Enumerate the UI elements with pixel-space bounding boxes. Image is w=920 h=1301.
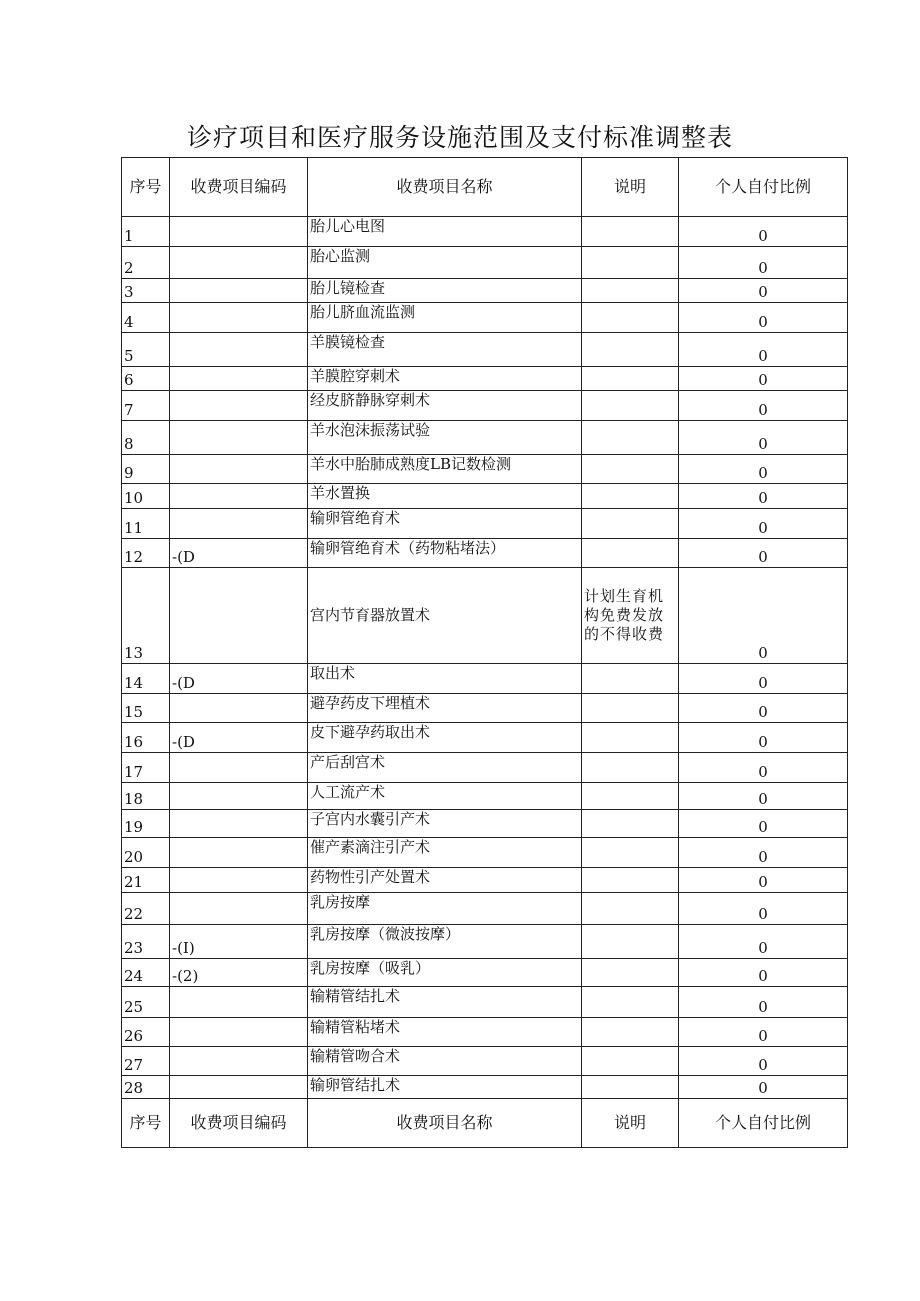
row-ratio: 0 (679, 987, 848, 1018)
row-code (170, 810, 308, 838)
row-code (170, 1018, 308, 1047)
row-ratio: 0 (679, 455, 848, 484)
row-note (582, 1076, 679, 1099)
row-note (582, 279, 679, 303)
row-code (170, 509, 308, 539)
row-note (582, 987, 679, 1018)
row-code (170, 987, 308, 1018)
table-header-row (122, 158, 848, 217)
table-row (122, 217, 848, 247)
table-footer-row (122, 1099, 848, 1148)
row-name: 产后刮宫术 (308, 753, 582, 783)
table-row (122, 959, 848, 987)
row-index: 4 (122, 303, 170, 333)
row-index: 27 (122, 1047, 170, 1076)
row-code (170, 303, 308, 333)
row-name: 经皮脐静脉穿刺术 (308, 391, 582, 421)
table-row (122, 568, 848, 664)
table-row (122, 303, 848, 333)
row-note (582, 1018, 679, 1047)
row-ratio: 0 (679, 1018, 848, 1047)
row-name: 输精管结扎术 (308, 987, 582, 1018)
table-row (122, 868, 848, 893)
header-name: 收费项目名称 (308, 158, 582, 217)
row-note (582, 509, 679, 539)
footer-note: 说明 (582, 1099, 679, 1148)
page-title: 诊疗项目和医疗服务设施范围及支付标准调整表 (186, 123, 733, 152)
row-ratio: 0 (679, 247, 848, 279)
table-row (122, 753, 848, 783)
row-index: 11 (122, 509, 170, 539)
row-ratio: 0 (679, 694, 848, 723)
row-note (582, 455, 679, 484)
row-note (582, 723, 679, 753)
row-note (582, 925, 679, 959)
row-code (170, 868, 308, 893)
row-code (170, 568, 308, 664)
row-code (170, 484, 308, 509)
row-code (170, 893, 308, 925)
table-row (122, 783, 848, 810)
row-ratio: 0 (679, 925, 848, 959)
row-name: 宫内节育器放置术 (308, 568, 582, 664)
row-note (582, 484, 679, 509)
row-code (170, 217, 308, 247)
row-note (582, 694, 679, 723)
row-ratio: 0 (679, 509, 848, 539)
row-ratio: 0 (679, 303, 848, 333)
row-ratio: 0 (679, 723, 848, 753)
row-name: 皮下避孕药取出术 (308, 723, 582, 753)
row-note (582, 247, 679, 279)
row-note (582, 959, 679, 987)
row-index: 2 (122, 247, 170, 279)
row-name: 人工流产术 (308, 783, 582, 810)
row-index: 9 (122, 455, 170, 484)
row-name: 输卵管绝育术 (308, 509, 582, 539)
row-note: 计划生育机构免费发放的不得收费 (582, 568, 679, 664)
table-row (122, 279, 848, 303)
table-row (122, 723, 848, 753)
table-row (122, 333, 848, 367)
row-index: 14 (122, 664, 170, 694)
row-code: -(D (170, 539, 308, 568)
row-ratio: 0 (679, 959, 848, 987)
row-ratio: 0 (679, 783, 848, 810)
row-note (582, 217, 679, 247)
row-code (170, 279, 308, 303)
row-index: 20 (122, 838, 170, 868)
row-name: 催产素滴注引产术 (308, 838, 582, 868)
row-index: 17 (122, 753, 170, 783)
table-row (122, 1018, 848, 1047)
row-ratio: 0 (679, 893, 848, 925)
row-name: 羊膜镜检查 (308, 333, 582, 367)
table-row (122, 664, 848, 694)
row-index: 5 (122, 333, 170, 367)
row-name: 羊水泡沫振荡试验 (308, 421, 582, 455)
row-index: 23 (122, 925, 170, 959)
row-code: -(D (170, 664, 308, 694)
row-index: 24 (122, 959, 170, 987)
row-note (582, 303, 679, 333)
row-code (170, 1076, 308, 1099)
row-name: 羊水置换 (308, 484, 582, 509)
footer-ratio: 个人自付比例 (679, 1099, 848, 1148)
row-index: 19 (122, 810, 170, 838)
row-name: 输精管粘堵术 (308, 1018, 582, 1047)
row-name: 羊水中胎肺成熟度LB记数检测 (308, 455, 582, 484)
row-note (582, 810, 679, 838)
row-ratio: 0 (679, 539, 848, 568)
row-code (170, 838, 308, 868)
row-note (582, 421, 679, 455)
table-row (122, 455, 848, 484)
row-code: -(I) (170, 925, 308, 959)
table-row (122, 247, 848, 279)
table-row (122, 987, 848, 1018)
row-note (582, 391, 679, 421)
row-ratio: 0 (679, 838, 848, 868)
table-row (122, 694, 848, 723)
row-index: 7 (122, 391, 170, 421)
table-row (122, 925, 848, 959)
row-name: 羊膜腔穿刺术 (308, 367, 582, 391)
header-code: 收费项目编码 (170, 158, 308, 217)
row-code (170, 333, 308, 367)
table-row (122, 893, 848, 925)
row-note (582, 753, 679, 783)
row-index: 13 (122, 568, 170, 664)
row-index: 6 (122, 367, 170, 391)
row-index: 28 (122, 1076, 170, 1099)
row-code (170, 391, 308, 421)
row-name: 输精管吻合术 (308, 1047, 582, 1076)
header-ratio: 个人自付比例 (679, 158, 848, 217)
table-row (122, 367, 848, 391)
row-ratio: 0 (679, 753, 848, 783)
table-row (122, 810, 848, 838)
row-ratio: 0 (679, 1047, 848, 1076)
row-ratio: 0 (679, 391, 848, 421)
row-note (582, 664, 679, 694)
row-code (170, 247, 308, 279)
header-note: 说明 (582, 158, 679, 217)
row-name: 胎心监测 (308, 247, 582, 279)
table-row (122, 509, 848, 539)
row-name: 乳房按摩 (308, 893, 582, 925)
table-row (122, 1047, 848, 1076)
table-row (122, 838, 848, 868)
row-ratio: 0 (679, 664, 848, 694)
footer-code: 收费项目编码 (170, 1099, 308, 1148)
row-ratio: 0 (679, 279, 848, 303)
row-code (170, 421, 308, 455)
row-name: 胎儿脐血流监测 (308, 303, 582, 333)
row-code (170, 753, 308, 783)
row-note (582, 333, 679, 367)
row-index: 10 (122, 484, 170, 509)
row-note (582, 367, 679, 391)
row-index: 15 (122, 694, 170, 723)
row-index: 8 (122, 421, 170, 455)
row-name: 乳房按摩（吸乳） (308, 959, 582, 987)
row-name: 避孕药皮下埋植术 (308, 694, 582, 723)
table-row (122, 391, 848, 421)
row-name: 子宫内水囊引产术 (308, 810, 582, 838)
row-index: 3 (122, 279, 170, 303)
row-ratio: 0 (679, 568, 848, 664)
row-ratio: 0 (679, 333, 848, 367)
row-index: 26 (122, 1018, 170, 1047)
row-code (170, 783, 308, 810)
row-name: 输卵管绝育术（药物粘堵法） (308, 539, 582, 568)
row-code: -(D (170, 723, 308, 753)
row-index: 16 (122, 723, 170, 753)
row-index: 21 (122, 868, 170, 893)
row-ratio: 0 (679, 217, 848, 247)
footer-name: 收费项目名称 (308, 1099, 582, 1148)
row-index: 1 (122, 217, 170, 247)
row-note (582, 539, 679, 568)
row-index: 12 (122, 539, 170, 568)
table-row (122, 1076, 848, 1099)
row-name: 胎儿镜检查 (308, 279, 582, 303)
row-code (170, 455, 308, 484)
row-name: 输卵管结扎术 (308, 1076, 582, 1099)
fee-table (121, 157, 848, 1148)
row-ratio: 0 (679, 367, 848, 391)
row-note (582, 1047, 679, 1076)
table-row (122, 421, 848, 455)
table-row (122, 484, 848, 509)
table-body (122, 217, 848, 1099)
row-code: -(2) (170, 959, 308, 987)
row-index: 25 (122, 987, 170, 1018)
row-note (582, 783, 679, 810)
row-ratio: 0 (679, 868, 848, 893)
row-code (170, 1047, 308, 1076)
table-row (122, 539, 848, 568)
row-code (170, 694, 308, 723)
row-name: 乳房按摩（微波按摩） (308, 925, 582, 959)
row-code (170, 367, 308, 391)
row-note (582, 893, 679, 925)
row-ratio: 0 (679, 484, 848, 509)
row-name: 取出术 (308, 664, 582, 694)
row-ratio: 0 (679, 810, 848, 838)
row-index: 22 (122, 893, 170, 925)
header-index: 序号 (122, 158, 170, 217)
row-note (582, 838, 679, 868)
row-name: 药物性引产处置术 (308, 868, 582, 893)
row-ratio: 0 (679, 1076, 848, 1099)
row-note (582, 868, 679, 893)
row-index: 18 (122, 783, 170, 810)
row-ratio: 0 (679, 421, 848, 455)
footer-index: 序号 (122, 1099, 170, 1148)
row-name: 胎儿心电图 (308, 217, 582, 247)
